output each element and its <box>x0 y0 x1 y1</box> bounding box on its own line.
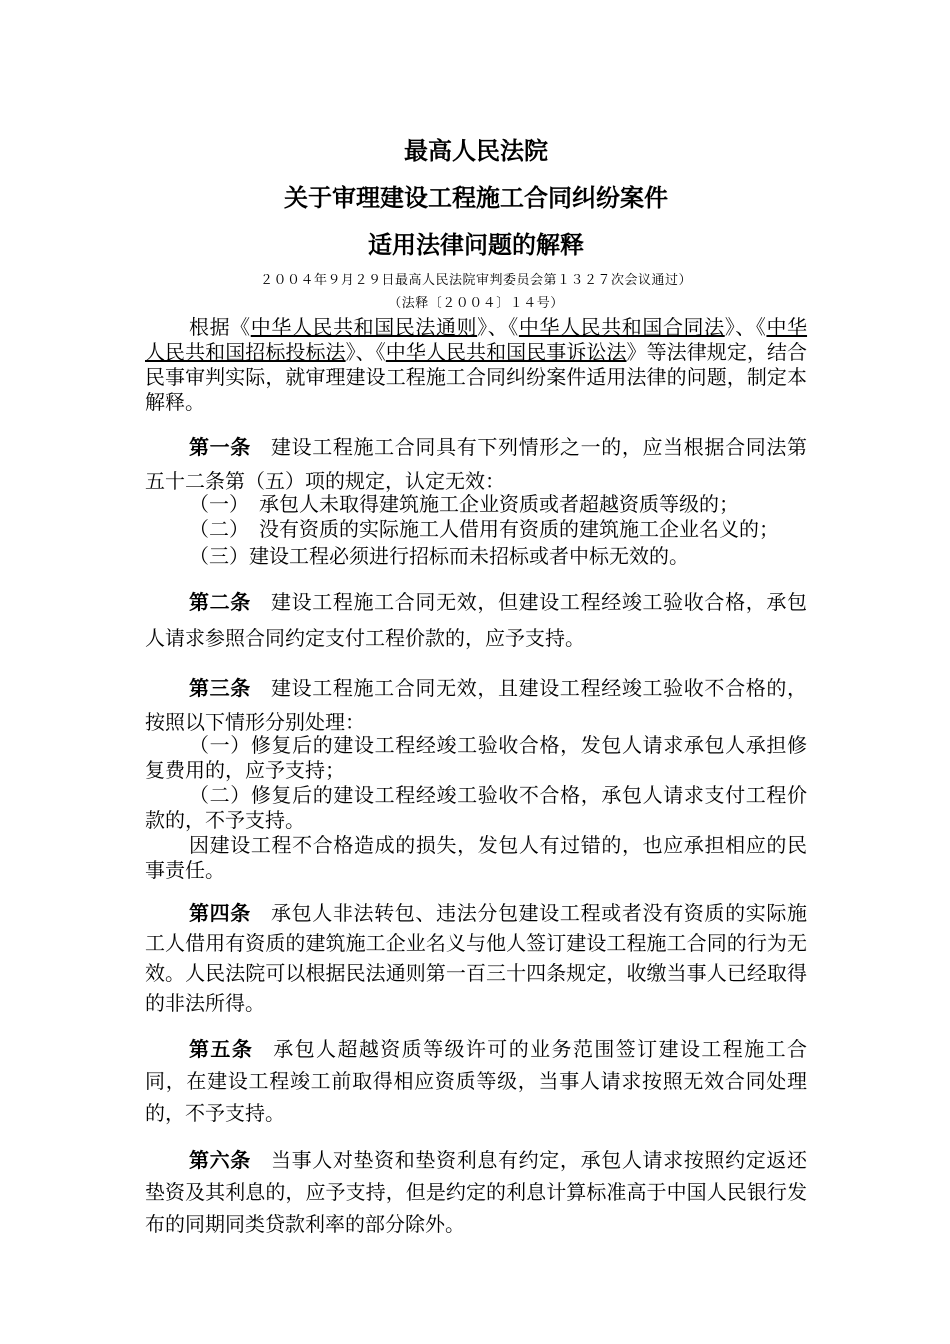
title-line-2: 关于审理建设工程施工合同纠纷案件 <box>284 184 668 212</box>
preamble-separator: 》、《 <box>477 315 519 339</box>
article-item: （二） 没有资质的实际施工人借用有资质的建筑施工企业名义的； <box>189 517 779 541</box>
article-item: （三）建设工程必须进行招标而未招标或者中标无效的。 <box>189 544 689 568</box>
article-item: 因建设工程不合格造成的损失，发包人有过错的，也应承担相应的民事责任。 <box>145 833 807 882</box>
article-text: 建设工程施工合同无效，但建设工程经竣工验收合格，承包人请求参照合同约定支付工程价款的，应予支持。 <box>145 590 808 650</box>
article-text: 承包人非法转包、违法分包建设工程或者没有资质的实际施工人借用有资质的建筑施工企业名义与他人签订建设工程施工合同的行为无效。人民法院可以根据民法通则第一百三十四条规定，收缴当事人已经取得的非法所得。 <box>145 901 808 1015</box>
article-1 <box>145 430 807 498</box>
law-link-civil-procedure-law[interactable]: 中华人民共和国民事诉讼法 <box>385 340 627 364</box>
article-heading: 第二条 <box>189 590 251 614</box>
article-6 <box>145 1144 807 1240</box>
article-heading: 第三条 <box>189 676 251 700</box>
article-text: 承包人超越资质等级许可的业务范围签订建设工程施工合同，在建设工程竣工前取得相应资质等级，当事人请求按照无效合同处理的，不予支持。 <box>145 1037 808 1125</box>
preamble <box>145 315 807 415</box>
title-line-1: 最高人民法院 <box>404 137 548 165</box>
article-2 <box>145 584 807 656</box>
article-3 <box>145 671 807 739</box>
document-page <box>145 0 807 1240</box>
preamble-separator: 》、《 <box>345 340 386 364</box>
law-link-civil-law[interactable]: 中华人民共和国民法通则 <box>250 315 478 339</box>
article-item: （一）修复后的建设工程经竣工验收合格，发包人请求承包人承担修复费用的，应予支持； <box>145 733 807 782</box>
preamble-prefix: 根据《 <box>189 315 251 339</box>
document-number: （法释〔２００４〕１４号） <box>388 296 564 311</box>
article-text: 当事人对垫资和垫资利息有约定，承包人请求按照约定返还垫资及其利息的，应予支持，但是约定的利息计算标准高于中国人民银行发布的同期同类贷款利率的部分除外。 <box>145 1148 808 1236</box>
law-link-contract-law[interactable]: 中华人民共和国合同法 <box>518 315 725 339</box>
article-text: 建设工程施工合同无效，且建设工程经竣工验收不合格的，按照以下情形分别处理： <box>145 676 808 734</box>
article-heading: 第六条 <box>189 1148 251 1172</box>
preamble-suffix: 》等法律规定，结合民事审判实际，就审理建设工程施工合同纠纷案件适用法律的问题，制定本解释。 <box>145 340 808 414</box>
article-heading: 第一条 <box>189 435 251 459</box>
article-heading: 第四条 <box>189 901 251 925</box>
article-item: （二）修复后的建设工程经竣工验收不合格，承包人请求支付工程价款的，不予支持。 <box>145 783 807 832</box>
article-4 <box>145 898 807 1018</box>
article-heading: 第五条 <box>189 1037 254 1061</box>
adoption-note: ２００４年９月２９日最高人民法院审判委员会第１３２７次会议通过） <box>259 273 692 288</box>
law-link-bidding-law[interactable]: 中华人民共和国招标投标法 <box>145 315 808 364</box>
article-item: （一） 承包人未取得建筑施工企业资质或者超越资质等级的； <box>189 492 739 516</box>
preamble-separator: 》、《 <box>724 315 767 339</box>
title-line-3: 适用法律问题的解释 <box>368 231 584 259</box>
article-text: 建设工程施工合同具有下列情形之一的，应当根据合同法第五十二条第（五）项的规定，认定无效： <box>145 435 808 493</box>
article-5 <box>145 1033 807 1129</box>
